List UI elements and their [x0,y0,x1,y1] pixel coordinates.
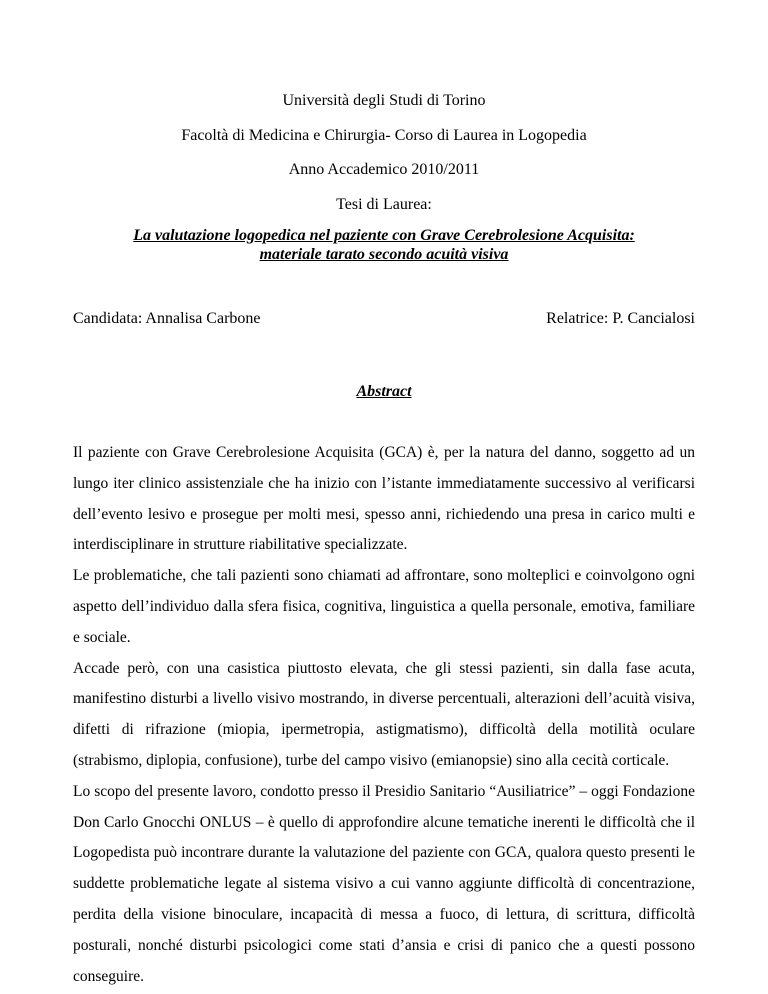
university-name: Università degli Studi di Torino [282,92,486,109]
supervisor-name: Relatrice: P. Cancialosi [546,310,695,327]
abstract-heading: Abstract [356,383,412,400]
thesis-title [60,226,708,264]
thesis-label: Tesi di Laurea: [336,196,432,213]
authors-row [73,309,695,329]
faculty-name: Facoltà di Medicina e Chirurgia- Corso di Laurea in Logopedia [181,127,587,144]
abstract-paragraph: Lo scopo del presente lavoro, condotto presso il Presidio Sanitario “Ausiliatrice” – oggi Fondazione Don Carlo Gnocchi ONLUS – è quello di approfondire alcune tematiche inerenti le difficoltà che il Logopedista può incontrare durante la valutazione del paziente con GCA, qualora questo presenti le suddette problematiche legate al sistema visivo a cui vanno aggiunte difficoltà di concentrazione, perdita della visione binoculare, incapacità di messa a fuoco, di lettura, di scrittura, difficoltà posturali, nonché disturbi psicologici come stati d’ansia e crisi di panico che a questi possono conseguire. [73,782,695,985]
thesis-title-line-1: La valutazione logopedica nel paziente con Grave Cerebrolesione Acquisita: [133,227,635,244]
academic-year: Anno Accademico 2010/2011 [288,161,480,178]
abstract-body [73,438,695,992]
abstract-paragraph: Le problematiche, che tali pazienti sono chiamati ad affrontare, sono molteplici e coinvolgono ogni aspetto dell’individuo dalla sfera fisica, cognitiva, linguistica a quella personale, emotiva, familiare e sociale. [73,567,695,646]
abstract-paragraph: Accade però, con una casistica piuttosto elevata, che gli stessi pazienti, sin dalla fase acuta, manifestino disturbi a livello visivo mostrando, in diverse percentuali, alterazioni dell’acuità visiva, difetti di rifrazione (miopia, ipermetropia, astigmatismo), difficoltà della motilità oculare (strabismo, diplopia, confusione), turbe del campo visivo (emianopsie) sino alla cecità corticale. [73,659,695,769]
candidate-name: Candidata: Annalisa Carbone [73,310,261,327]
thesis-title-line-2: materiale tarato secondo acuità visiva [259,246,509,263]
abstract-paragraph: Il paziente con Grave Cerebrolesione Acquisita (GCA) è, per la natura del danno, soggetto ad un lungo iter clinico assistenziale che ha inizio con l’istante immediatamente successivo al verificarsi dell’evento lesivo e prosegue per molti mesi, spesso anni, richiedendo una presa in carico multi e interdisciplinare in strutture riabilitative specializzate. [73,444,695,554]
